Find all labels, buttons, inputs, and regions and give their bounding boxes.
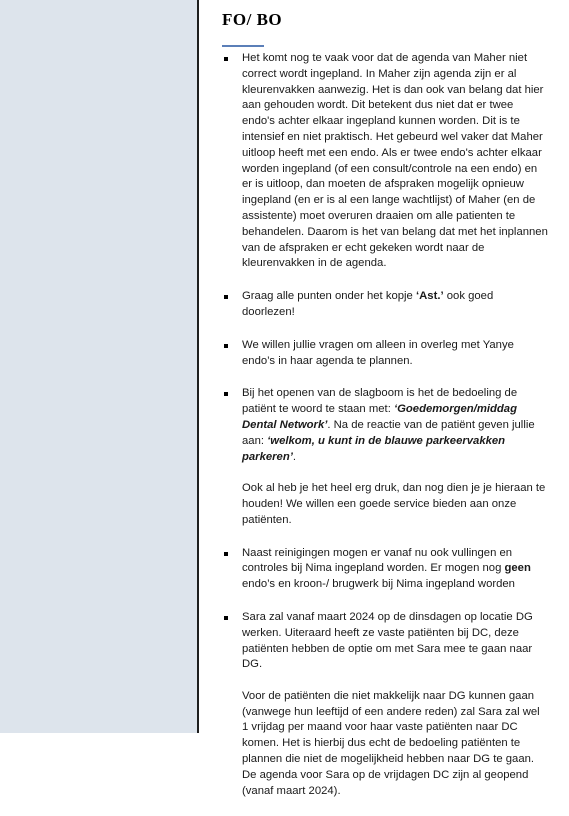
item-text: Graag alle punten onder het kopje ‘Ast.’ ook goed doorlezen! [242, 290, 494, 318]
emphasis-text: geen [504, 562, 531, 575]
item-text: Bij het openen van de slagboom is het de bedoeling de patiënt te woord te staan met: ‘Goedemorgen/middag Dental Network’. Na de reactie van de patiënt geven jullie aan: ‘welkom, u kunt in de blauwe parkeervakken parkeren’. [242, 387, 535, 463]
list-item [222, 51, 548, 272]
greeting-phrase: ‘Goedemorgen/middag Dental Network’ [242, 403, 517, 431]
document-content [222, 0, 548, 797]
sidebar-divider [197, 0, 199, 733]
welcome-phrase: ‘welkom, u kunt in de blauwe parkeervakken parkeren’ [242, 434, 506, 463]
bullet-icon [224, 295, 228, 299]
list-item [222, 338, 548, 370]
item-text: We willen jullie vragen om alleen in overleg met Yanye endo’s in haar agenda te plannen. [242, 338, 514, 367]
bullet-icon [224, 616, 228, 620]
bullet-icon [224, 57, 228, 61]
list-item [222, 289, 548, 321]
sidebar-panel [0, 0, 197, 733]
item-text: Het komt nog te vaak voor dat de agenda van Maher niet correct wordt ingepland. In Maher zijn agenda zijn er al kleurenvakken aanwezig. Het is dan ook van belang dat hier aan gehouden wordt. Dit betekent dus niet dat er twee endo's achter elkaar ingepland kunnen worden. Dit is te intensief en niet praktisch. Het gebeurd wel vaker dat Maher uitloop heeft met een endo. Als er twee endo's achter elkaar worden ingepland (of een consult/controle na een endo) en er is uitloop, dan moeten de afspraken mogelijk opnieuw ingepland (en er is al een lange wachtlijst) of Maher (en de assistente) moet overuren draaien om alle patienten te behandelen. Daarom is het van belang dat met het inplannen van de afspraken er echt gekeken wordt naar de kleurenvakken in de agenda. [242, 52, 548, 270]
list-item [222, 386, 548, 528]
list-item [222, 610, 548, 800]
bullet-icon [224, 344, 228, 348]
title-underline [222, 45, 264, 47]
bullet-icon [224, 552, 228, 556]
item-text: Sara zal vanaf maart 2024 op de dinsdagen op locatie DG werken. Uiteraard heeft ze vaste patiënten bij DC, deze patiënten hebben de optie om met Sara mee te gaan naar DG. [242, 610, 533, 671]
bullet-icon [224, 392, 228, 396]
item-text: Naast reinigingen mogen er vanaf nu ook vullingen en controles bij Nima ingepland worden. Er mogen nog geen endo’s en kroon-/ brugwerk bij Nima ingepland worden [242, 546, 531, 591]
item-text-followup: Voor de patiënten die niet makkelijk naar DG kunnen gaan (vanwege hun leeftijd of een andere reden) zal Sara zal wel 1 vrijdag per maand voor haar vaste patiënten naar DC komen. Het is hierbij dus echt de bedoeling patiënten te plannen die niet de mogelijkheid hebben naar DG te gaan. De agenda voor Sara op de vrijdagen DC zijn al geopend (vanaf maart 2024). [242, 689, 540, 797]
page-title: FO/ BO [222, 10, 283, 29]
list-item [222, 546, 548, 593]
bullet-list [222, 51, 548, 816]
item-text-followup: Ook al heb je het heel erg druk, dan nog dien je je hieraan te houden! We willen een goede service bieden aan onze patiënten. [242, 482, 546, 526]
emphasis-text: ‘Ast.’ [415, 290, 444, 303]
